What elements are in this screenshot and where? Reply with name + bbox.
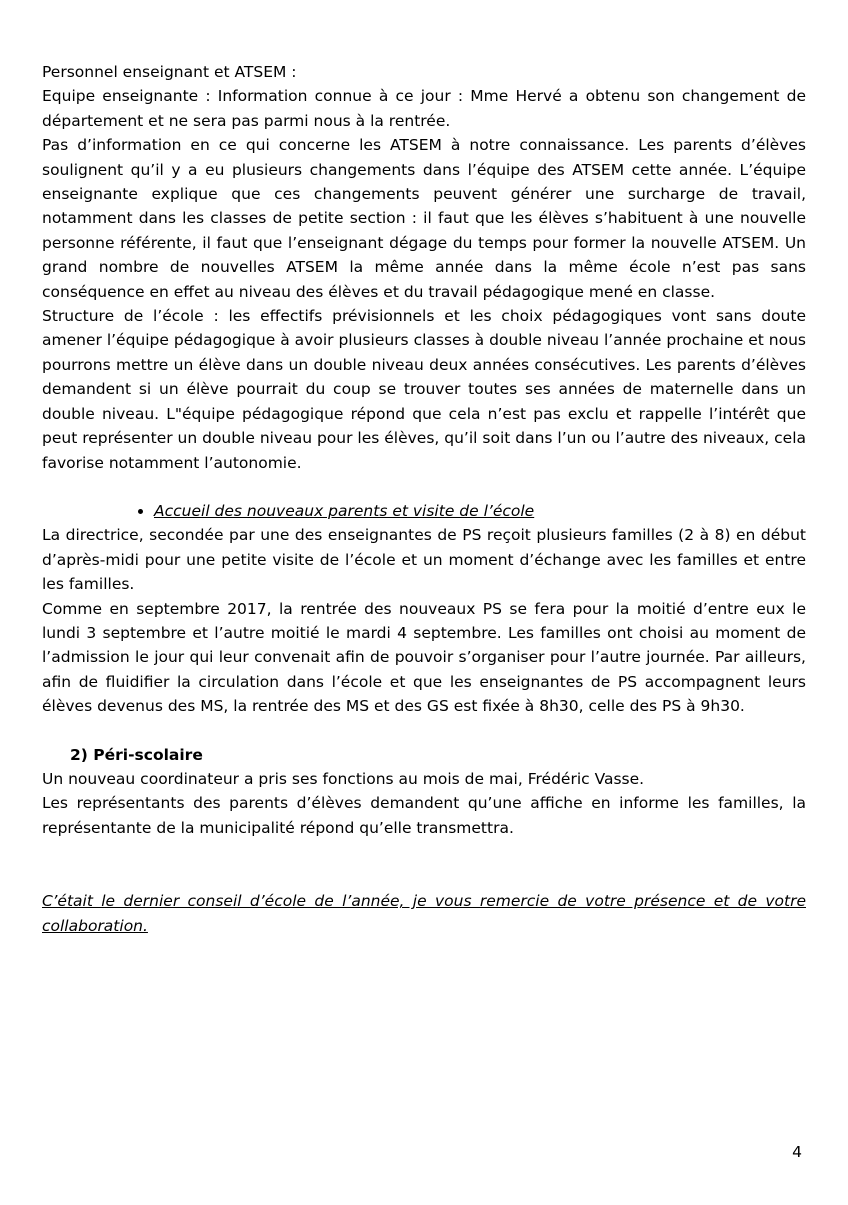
- bullet-heading-accueil-parents: • Accueil des nouveaux parents et visite de l’école: [154, 499, 806, 523]
- bullet-list: [42, 499, 806, 523]
- paragraph-affiche: Les représentants des parents d’élèves demandent qu’une affiche en informe les familles, la représentante de la municipalité répond qu’elle transmettra.: [42, 794, 806, 837]
- page-number: 4: [792, 1143, 802, 1161]
- paragraph-structure-ecole: Structure de l’école : les effectifs prévisionnels et les choix pédagogiques vont sans doute amener l’équipe pédagogique à avoir plusieurs classes à double niveau l’année prochaine et nous pourrons mettre un élève dans un double niveau deux années consécutives. Les parents d’élèves demandent si un élève pourrait du coup se trouver toutes ses années de maternelle dans un double niveau. L"équipe pédagogique répond que cela n’est pas exclu et rappelle l’intérêt que peut représenter un double niveau pour les élèves, qu’il soit dans l’un ou l’autre des niveaux, cela favorise notamment l’autonomie.: [42, 307, 807, 472]
- paragraph-visite-ecole: La directrice, secondée par une des enseignantes de PS reçoit plusieurs familles (2 à 8) en début d’après-midi pour une petite visite de l’école et un moment d’échange avec les familles et entre les familles.: [42, 526, 806, 594]
- paragraph-personnel-heading: Personnel enseignant et ATSEM :: [42, 63, 297, 81]
- paragraph-coordinateur: Un nouveau coordinateur a pris ses fonctions au mois de mai, Frédéric Vasse.: [42, 769, 645, 788]
- section-heading-peri-scolaire: 2) Péri-scolaire: [70, 745, 203, 764]
- closing-statement: C’était le dernier conseil d’école de l’année, je vous remercie de votre présence et de votre collaboration.: [42, 892, 806, 935]
- paragraph-rentree-ps: Comme en septembre 2017, la rentrée des nouveaux PS se fera pour la moitié d’entre eux le lundi 3 septembre et l’autre moitié le mardi 4 septembre. Les familles ont choisi au moment de l’admission le jour qui leur convenait afin de pouvoir s’organiser pour l’autre journée. Par ailleurs, afin de fluidifier la circulation dans l’école et que les enseignantes de PS accompagnent leurs élèves devenus des MS, la rentrée des MS et des GS est fixée à 8h30, celle des PS à 9h30.: [42, 599, 806, 716]
- paragraph-equipe-enseignante: Equipe enseignante : Information connue à ce jour : Mme Hervé a obtenu son changement de département et ne sera pas parmi nous à la rentrée.: [42, 87, 806, 130]
- document-body: [42, 60, 806, 938]
- paragraph-atsem-changements: Pas d’information en ce qui concerne les ATSEM à notre connaissance. Les parents d’élèves soulignent qu’il y a eu plusieurs changements dans l’équipe des ATSEM cette année. L’équipe enseignante explique que ces changements peuvent générer une surcharge de travail, notamment dans les classes de petite section : il faut que les élèves s’habituent à une nouvelle personne référente, il faut que l’enseignant dégage du temps pour former la nouvelle ATSEM. Un grand nombre de nouvelles ATSEM la même année dans la même école n’est pas sans conséquence en effet au niveau des élèves et du travail pédagogique mené en classe.: [42, 136, 806, 301]
